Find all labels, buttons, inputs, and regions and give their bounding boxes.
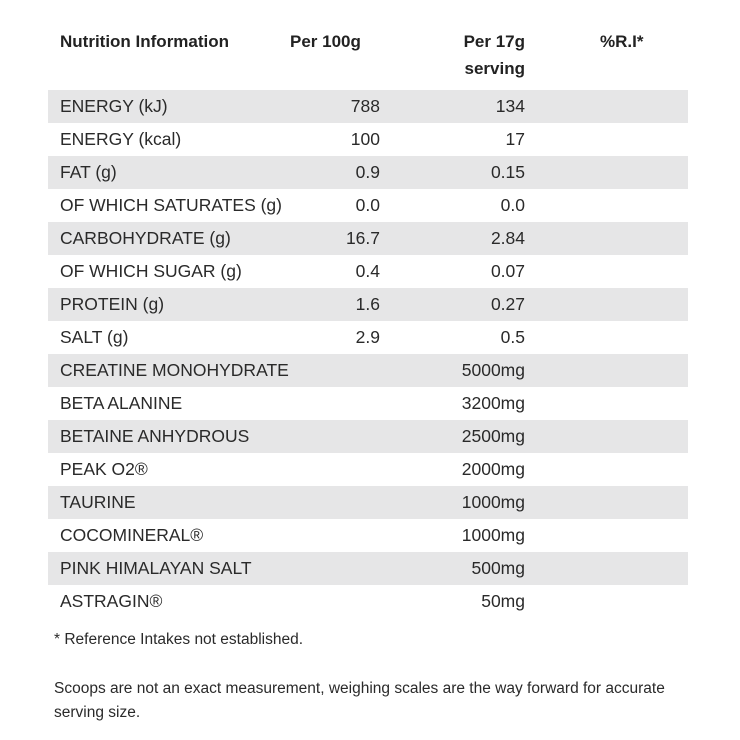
cell-per-serving: 17	[505, 129, 525, 149]
table-row	[48, 387, 688, 420]
table-row	[48, 453, 688, 486]
table-row	[48, 354, 688, 387]
table-row	[48, 519, 688, 552]
table-row	[48, 288, 688, 321]
table-body	[48, 90, 688, 618]
header-ri: %R.I*	[600, 32, 644, 51]
scoops-note: Scoops are not an exact measurement, weighing scales are the way forward for accurate serving size.	[54, 680, 665, 721]
table-row	[48, 552, 688, 585]
header-per-100g: Per 100g	[290, 32, 361, 51]
cell-nutrient-name: PINK HIMALAYAN SALT	[60, 558, 252, 578]
table-row	[48, 123, 688, 156]
cell-per-100g: 0.4	[355, 261, 380, 281]
cell-per-100g: 788	[350, 96, 380, 116]
cell-nutrient-name: ASTRAGIN®	[60, 591, 163, 611]
table-row	[48, 486, 688, 519]
table-row	[48, 222, 688, 255]
table-row	[48, 255, 688, 288]
cell-per-100g: 2.9	[355, 327, 380, 347]
table-row	[48, 585, 688, 618]
cell-per-100g: 16.7	[345, 228, 380, 248]
table-row	[48, 156, 688, 189]
cell-per-serving: 500mg	[471, 558, 525, 578]
cell-nutrient-name: FAT (g)	[60, 162, 117, 182]
cell-per-serving: 134	[495, 96, 525, 116]
table-row	[48, 420, 688, 453]
cell-nutrient-name: TAURINE	[60, 492, 136, 512]
table-row	[48, 321, 688, 354]
cell-nutrient-name: OF WHICH SUGAR (g)	[60, 261, 242, 281]
cell-per-serving: 1000mg	[461, 525, 525, 545]
cell-nutrient-name: PEAK O2®	[60, 459, 148, 479]
cell-nutrient-name: BETAINE ANHYDROUS	[60, 426, 250, 446]
cell-nutrient-name: COCOMINERAL®	[60, 525, 204, 545]
cell-nutrient-name: ENERGY (kJ)	[60, 96, 168, 116]
cell-nutrient-name: CREATINE MONOHYDRATE	[60, 360, 289, 380]
cell-nutrient-name: ENERGY (kcal)	[60, 129, 182, 149]
cell-per-serving: 0.15	[490, 162, 525, 182]
cell-nutrient-name: PROTEIN (g)	[60, 294, 165, 314]
cell-per-serving: 0.07	[490, 261, 525, 281]
ri-footnote: * Reference Intakes not established.	[54, 631, 304, 648]
header-nutrition-information: Nutrition Information	[60, 32, 230, 51]
table-row	[48, 189, 688, 222]
cell-per-serving: 0.5	[500, 327, 525, 347]
header-per-serving	[380, 28, 525, 84]
cell-per-serving: 2000mg	[461, 459, 525, 479]
cell-per-100g: 1.6	[355, 294, 380, 314]
cell-per-serving: 1000mg	[461, 492, 525, 512]
cell-per-100g: 100	[350, 129, 380, 149]
cell-nutrient-name: OF WHICH SATURATES (g)	[60, 195, 282, 215]
cell-per-100g: 0.0	[355, 195, 380, 215]
cell-per-serving: 50mg	[481, 591, 525, 611]
cell-per-serving: 2.84	[490, 228, 525, 248]
nutrition-table	[48, 28, 688, 618]
cell-per-serving: 3200mg	[461, 393, 525, 413]
cell-per-serving: 5000mg	[461, 360, 525, 380]
table-header	[48, 28, 688, 84]
table-row	[48, 90, 688, 123]
cell-per-serving: 2500mg	[461, 426, 525, 446]
cell-nutrient-name: BETA ALANINE	[60, 393, 183, 413]
cell-nutrient-name: CARBOHYDRATE (g)	[60, 228, 231, 248]
header-per-serving-line2: serving	[464, 59, 525, 78]
cell-per-serving: 0.27	[490, 294, 525, 314]
cell-per-100g: 0.9	[355, 162, 380, 182]
cell-nutrient-name: SALT (g)	[60, 327, 129, 347]
header-per-serving-line1: Per 17g	[463, 32, 525, 51]
cell-per-serving: 0.0	[500, 195, 525, 215]
